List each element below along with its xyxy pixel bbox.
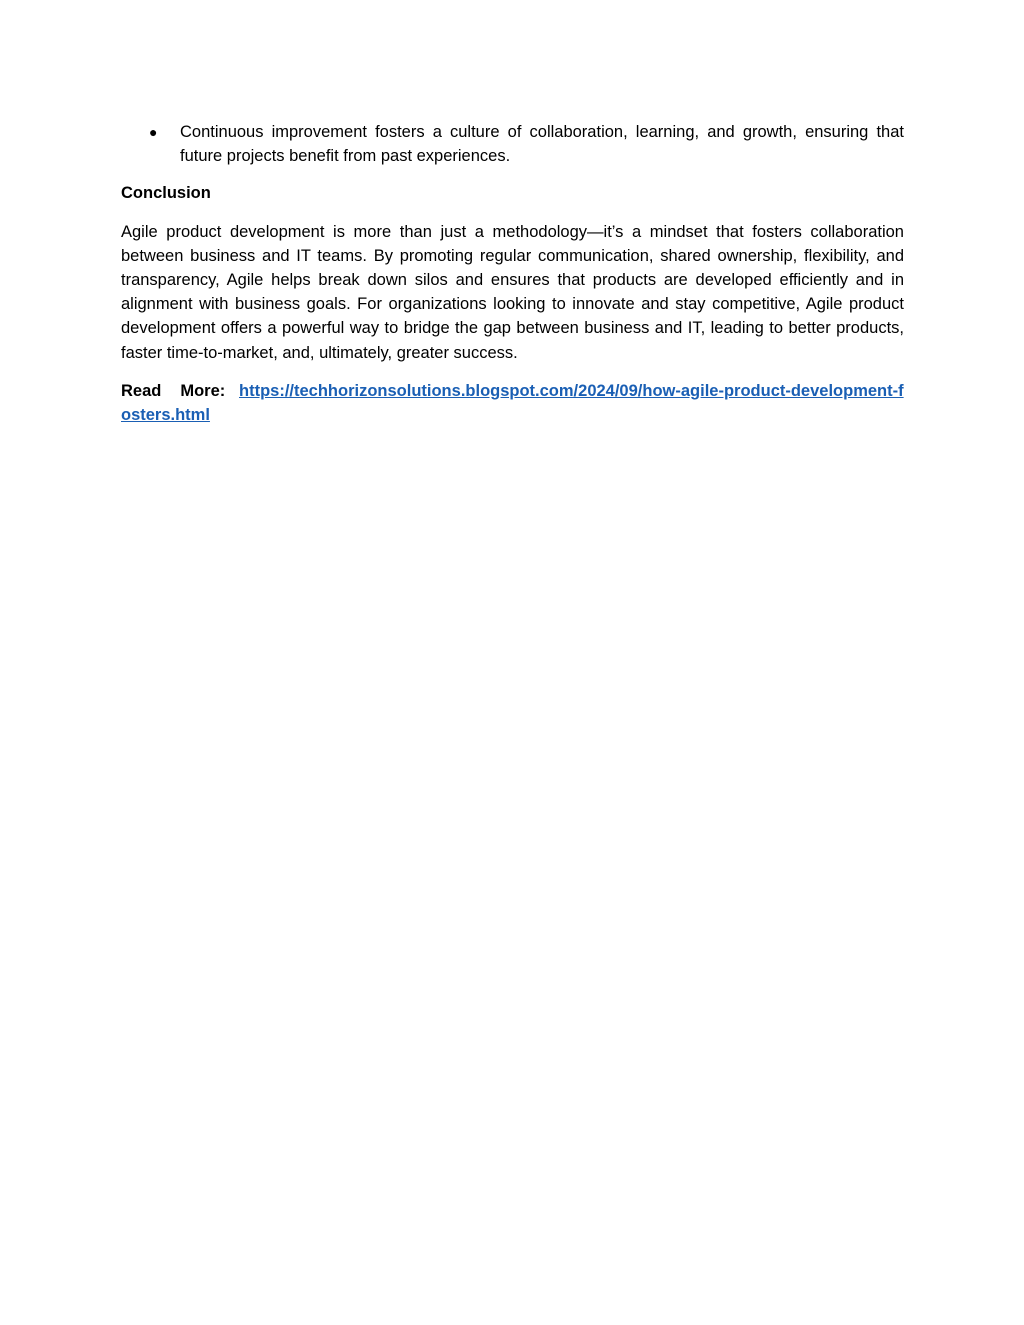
bullet-item — [121, 120, 904, 168]
section-heading: Conclusion — [121, 184, 211, 203]
conclusion-paragraph: Agile product development is more than just a methodology—it’s a mindset that fosters collaboration between business and IT teams. By promoting regular communication, shared ownership, flexibility, and transparency, Agile helps break down silos and ensures that products are developed efficiently and in alignment with business goals. For organizations looking to innovate and stay competitive, Agile product development offers a powerful way to bridge the gap between business and IT, leading to better products, faster time-to-market, and, ultimately, greater success. — [121, 222, 904, 362]
bullet-icon: ● — [149, 124, 158, 140]
read-more-label-word-2: More: — [180, 381, 226, 400]
bullet-list — [121, 120, 904, 168]
read-more-label-word-1: Read — [121, 381, 162, 400]
read-more-link[interactable]: https://techhorizonsolutions.blogspot.com/2024/09/how-agile-product-development-fosters.html — [121, 381, 904, 425]
read-more-line — [121, 379, 904, 427]
read-more-label — [121, 379, 239, 403]
bullet-text: Continuous improvement fosters a culture of collaboration, learning, and growth, ensuring that future projects benefit from past experiences. — [180, 123, 904, 166]
document-page — [121, 120, 904, 427]
